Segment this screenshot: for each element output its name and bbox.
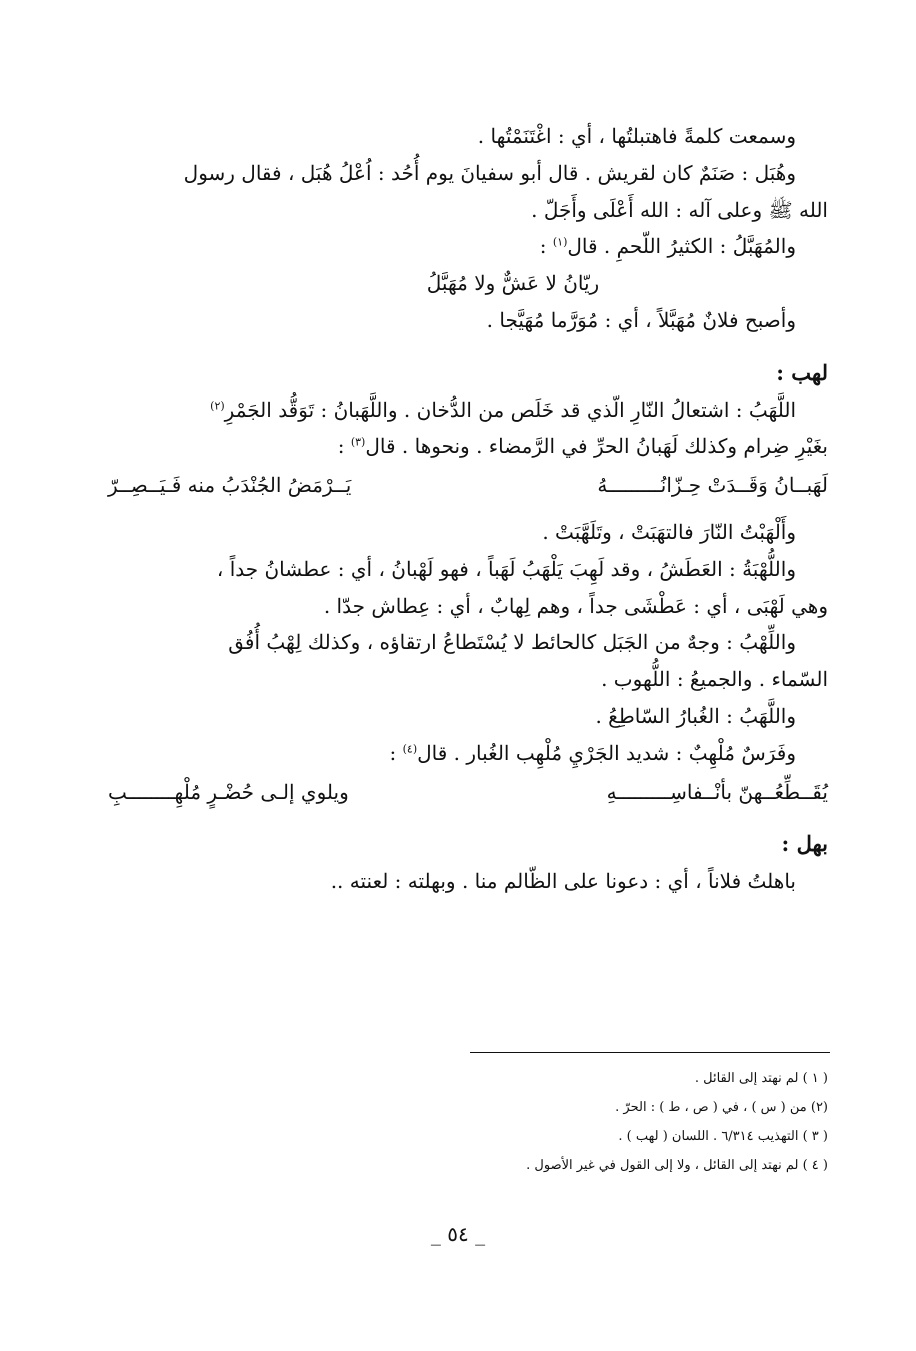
footnote-ref-2[interactable]: (٢) (210, 398, 225, 412)
line-allah-aala: الله ﷺ وعلى آله : الله أَعْلَى وأَجَلّ . (531, 197, 828, 222)
line-bighayr-diram (108, 428, 828, 465)
bighayr-text: بغَيْرِ ضِرام وكذلك لَهَبانُ الحرِّ في الرَّمضاء . ونحوها . قال (365, 434, 828, 459)
muhabbal-text: والمُهَبَّلُ : الكثيرُ اللّحمِ . قال (567, 234, 796, 259)
verse-lahaban (108, 467, 828, 504)
verse-yuqattiuhunna (108, 774, 828, 811)
line-bahaltu: باهلتُ فلاناً ، أي : دعونا على الظّالم منا . وبهلته : لعنته .. (330, 869, 796, 894)
footnote-2: (٢) من ( س ) ، في ( ص ، ط ) : الحرّ . (615, 1100, 828, 1115)
colon: : (389, 740, 403, 765)
footnote-divider (470, 1052, 830, 1053)
line-ghubar: واللَّهَبُ : الغُبارُ السّاطِعُ . (595, 703, 796, 728)
colon: : (539, 234, 553, 259)
line-luhba: واللُّهْبَةُ : العَطَشُ ، وقد لَهِبَ يَلْهَبُ لَهَباً ، فهو لَهْبانُ ، أي : عطشانُ جداً ، (216, 556, 796, 581)
main-text (108, 118, 828, 900)
line-hubal-def: وهُبَل : صَنَمٌ كان لقريش . قال أبو سفيانَ يوم أُحُد : اُعْلُ هُبَل ، فقال رسول (183, 160, 796, 185)
line-muhabbal (108, 228, 828, 265)
line-lahba: وهي لَهْبَى ، أي : عَطْشَى جداً ، وهم لِهابٌ ، أي : عِطاش جدّا . (323, 593, 828, 618)
line-faras-mulhib (108, 735, 828, 772)
line-muhabbalan: وأصبح فلانٌ مُهَبَّلاً ، أي : مُوَرَّما مُهَيَّجا . (486, 307, 796, 332)
line-alhabtu: وأَلْهَبْتُ النّارَ فالتهَبَتْ ، وتَلَهَّبَتْ . (542, 519, 796, 544)
lahab-text: اللَّهَبُ : اشتعالُ النّارِ الّذي قد خَلَص من الدُّخان . واللَّهَبانُ : تَوَقُّد الجَمْرِ (224, 397, 796, 422)
colon: : (337, 434, 351, 459)
footnote-3: ( ٣ ) التهذيب ٦/٣١٤ . اللسان ( لهب ) . (618, 1129, 828, 1144)
verse-hemistich-left: ويلوي إلـى حُضْـرٍ مُلْهِــــــــبِ (108, 779, 349, 804)
line-lihb: واللِّهْبُ : وجهٌ من الجَبَل كالحائط لا يُسْتَطاعُ ارتقاؤه ، وكذلك لِهْبُ أُفُق (228, 630, 796, 655)
line-samaa: السّماء . والجميعُ : اللُّهوب . (601, 667, 828, 692)
verse-hemistich-right: لَهَبــانُ وَقَــدَتْ حِـزّانُـــــــــهُ (597, 473, 828, 498)
faras-text: وفَرَسٌ مُلْهِبٌ : شديد الجَرْيِ مُلْهِب الغُبار . قال (417, 740, 796, 765)
footnote-ref-1[interactable]: (١) (552, 235, 568, 249)
footnote-ref-3[interactable]: (٣) (350, 435, 366, 449)
verse-hemistich-left: يَــرْمَضُ الجُنْدَبُ منه فَـيَــصِــرّ (108, 473, 352, 498)
footnote-4: ( ٤ ) لم نهتد إلى القائل ، ولا إلى القول في غير الأصول . (526, 1158, 828, 1173)
footnotes (300, 1064, 828, 1180)
line-ightanamtuha: وسمعت كلمةً فاهتبلتُها ، أي : اغْتَنَمْتُها . (477, 124, 796, 148)
entry-heading-lhb: لهب : (776, 359, 828, 385)
line-lahab-def (108, 392, 828, 429)
verse-rayyan: ريّانُ لا عَشٌّ ولا مُهَبَّلُ (426, 271, 600, 296)
footnote-ref-4[interactable]: (٤) (402, 742, 418, 756)
footnote-1: ( ١ ) لم نهتد إلى القائل . (694, 1071, 828, 1086)
entry-heading-bhl: بهل : (781, 831, 828, 857)
verse-hemistich-right: يُقَــطِّعُــهنّ بأنْــفاسِـــــــــهِ (606, 779, 828, 804)
page-number: _ ٥٤ _ (430, 1222, 486, 1246)
